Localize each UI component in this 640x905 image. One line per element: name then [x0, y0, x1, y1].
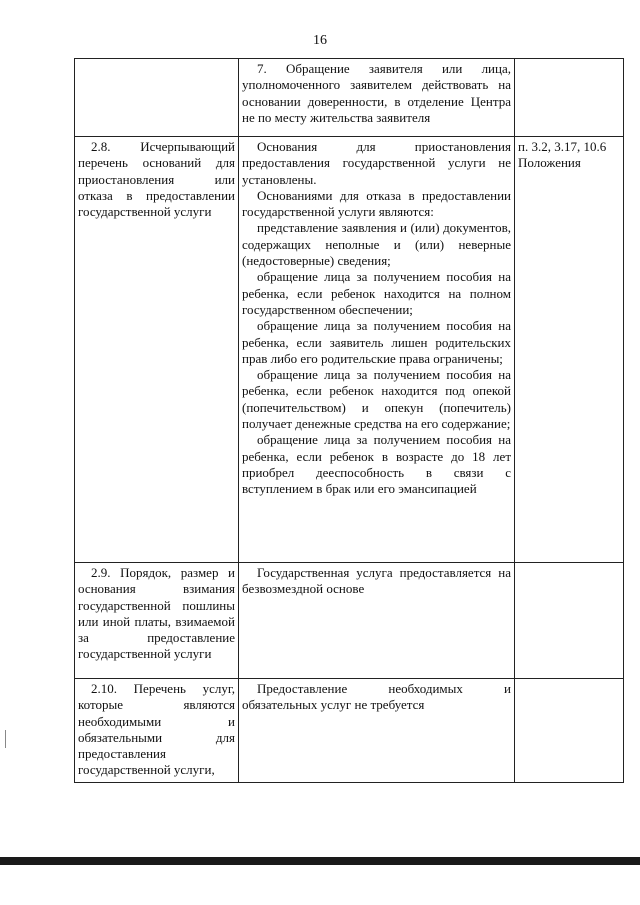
scan-artifact	[5, 730, 6, 748]
regulation-table	[74, 58, 624, 783]
table-row	[75, 563, 624, 679]
paragraph: 7. Обращение заявителя или лица, уполномоченного заявителем действовать на основании доверенности, в отделение Центра не по месту жительства заявителя	[242, 61, 511, 125]
page-number: 16	[313, 33, 327, 48]
cell-reference	[515, 137, 624, 563]
item-title: 2.8. Исчерпывающий перечень оснований для приостановления или отказа в предоставлении государственной услуги	[78, 139, 235, 220]
reference-points: п. 3.2, 3.17, 10.6	[518, 139, 607, 154]
cell-reference	[515, 679, 624, 783]
cell-reference	[515, 59, 624, 137]
table-row	[75, 59, 624, 137]
item-title: 2.9. Порядок, размер и основания взимания государственной пошлины или иной платы, взимаемой за предоставление государственной услуги	[78, 565, 235, 662]
reference-document: Положения	[518, 155, 581, 171]
paragraph: обращение лица за получением пособия на ребенка, если заявитель лишен родительских прав либо его родительские права ограничены;	[242, 318, 511, 366]
paragraph: Предоставление необходимых и обязательных услуг не требуется	[242, 681, 511, 713]
paragraph: Государственная услуга предоставляется на безвозмездной основе	[242, 565, 511, 597]
cell-item	[75, 59, 239, 137]
paragraph: обращение лица за получением пособия на ребенка, если ребенок находится на полном государственном обеспечении;	[242, 269, 511, 317]
paragraph: обращение лица за получением пособия на ребенка, если ребенок находится под опекой (попечительством) и опекун (попечитель) получает денежные средства на его содержание;	[242, 367, 511, 432]
item-title: 2.10. Перечень услуг, которые являются необходимыми и обязательными для предоставления государственной услуги,	[78, 681, 235, 778]
paragraph: представление заявления и (или) документов, содержащих неполные и (или) неверные (недостоверные) сведения;	[242, 220, 511, 269]
cell-content	[239, 563, 515, 679]
cell-item	[75, 563, 239, 679]
cell-content	[239, 679, 515, 783]
paragraph: обращение лица за получением пособия на ребенка, если ребенок в возрасте до 18 лет приобрел дееспособность в связи с вступлением в брак или его эмансипацией	[242, 432, 511, 497]
cell-content	[239, 59, 515, 137]
paragraph: Основания для приостановления предоставления государственной услуги не установлены.	[242, 139, 511, 187]
cell-item	[75, 137, 239, 563]
cell-content	[239, 137, 515, 563]
scan-edge-bar	[0, 857, 640, 865]
paragraph: Основаниями для отказа в предоставлении государственной услуги являются:	[242, 187, 511, 220]
table-row	[75, 137, 624, 563]
cell-item	[75, 679, 239, 783]
table-row	[75, 679, 624, 783]
cell-reference	[515, 563, 624, 679]
